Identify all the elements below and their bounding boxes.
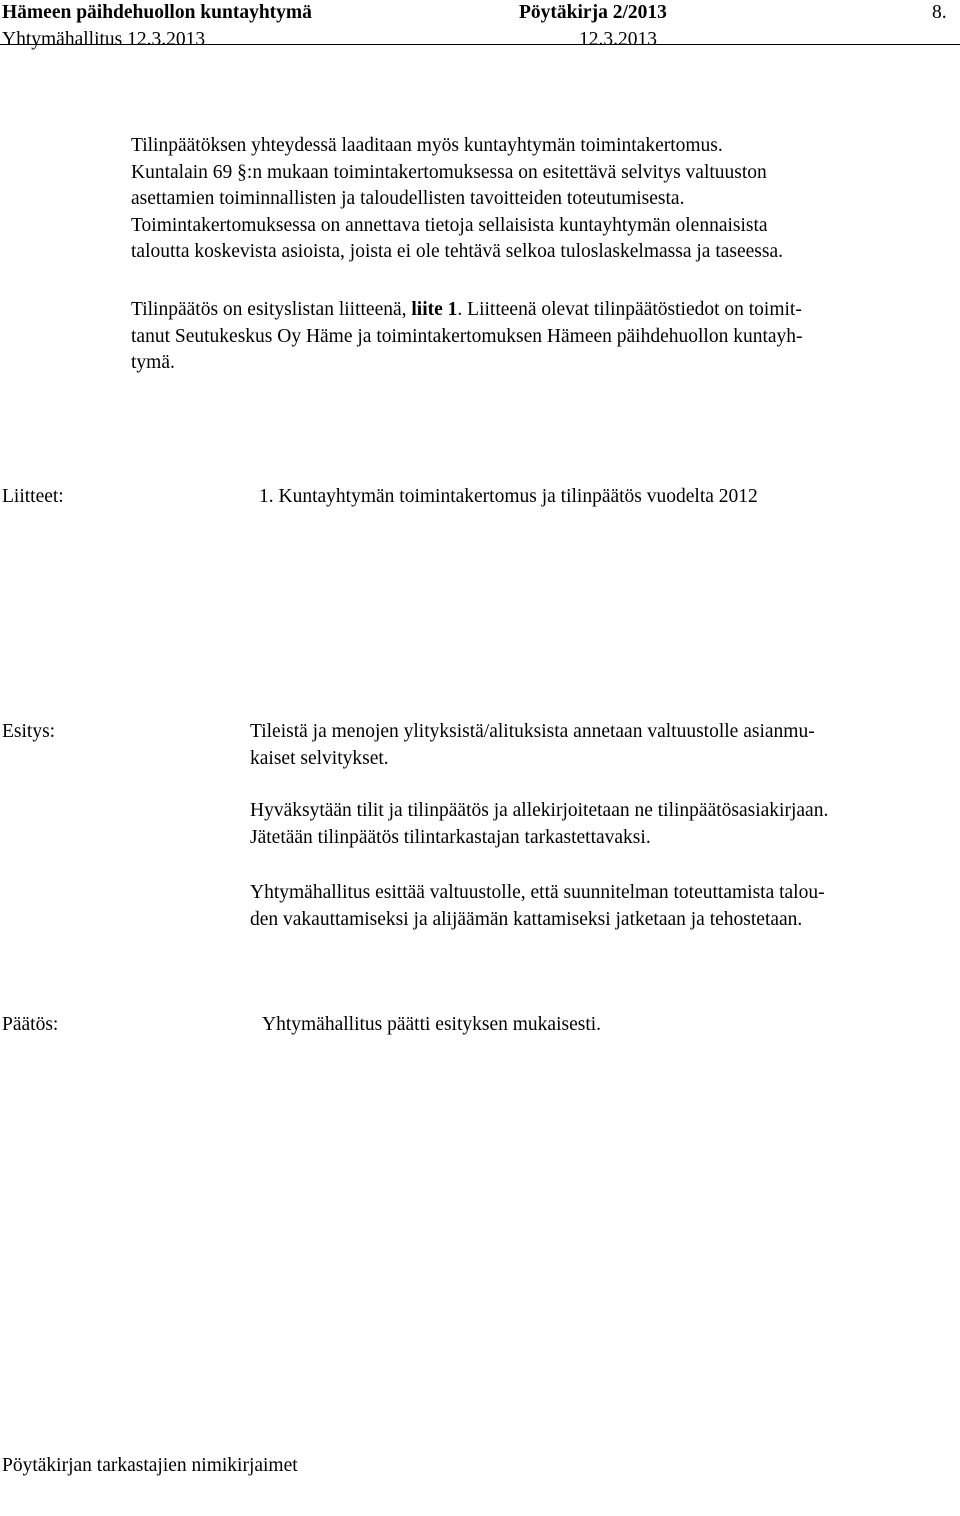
- header-board: Yhtymähallitus 12.3.2013: [2, 29, 206, 50]
- decision-text: Yhtymähallitus päätti esityksen mukaisesti.: [262, 1014, 602, 1035]
- attachments-label: Liitteet:: [2, 486, 64, 507]
- attachment-paragraph: [131, 297, 803, 377]
- footer-initials-note: Pöytäkirjan tarkastajien nimikirjaimet: [2, 1455, 298, 1476]
- intro-line: asettamien toiminnallisten ja taloudellisten tavoitteiden toteutumisesta.: [131, 188, 685, 209]
- intro-line: Toimintakertomuksessa on annettava tietoja sellaisista kuntayhtymän olennaisista: [131, 214, 768, 236]
- intro-line: Kuntalain 69 §:n mukaan toimintakertomuksessa on esitettävä selvitys valtuuston: [131, 161, 767, 183]
- attachment-reference: liite 1: [411, 299, 458, 320]
- header-rule: [0, 44, 960, 45]
- header-date: 12.3.2013: [579, 29, 657, 50]
- proposal-label: Esitys:: [2, 721, 56, 742]
- attachment-line: Tilinpäätös on esityslistan liitteenä, liite 1. Liitteenä olevat tilinpäätöstiedot on toimit-: [131, 299, 802, 320]
- proposal-paragraph-2: Hyväksytään tilit ja tilinpäätös ja allekirjoitetaan ne tilinpäätösasiakirjaan. Jätetään tilinpäätös tilintarkastajan tarkastettavaksi.: [250, 800, 829, 848]
- header-page-number: 8.: [932, 2, 947, 23]
- attachment-line: tymä.: [131, 352, 175, 373]
- proposal-paragraph-3: Yhtymähallitus esittää valtuustolle, että suunnitelman toteuttamista talou- den vakauttamiseksi ja alijäämän kattamiseksi jatketaan ja tehostetaan.: [250, 882, 825, 930]
- header-org: Hämeen päihdehuollon kuntayhtymä: [2, 2, 312, 23]
- intro-line: taloutta koskevista asioista, joista ei ole tehtävä selkoa tuloslaskelmassa ja taseessa.: [131, 241, 783, 262]
- header-doc: Pöytäkirja 2/2013: [519, 2, 667, 23]
- proposal-paragraph-1: Tileistä ja menojen ylityksistä/alituksista annetaan valtuustolle asianmu- kaiset selvitykset.: [250, 721, 815, 769]
- intro-paragraph: [131, 133, 783, 266]
- decision-label: Päätös:: [2, 1014, 59, 1035]
- intro-line: Tilinpäätöksen yhteydessä laaditaan myös kuntayhtymän toimintakertomus.: [131, 135, 723, 156]
- attachments-item: 1. Kuntayhtymän toimintakertomus ja tilinpäätös vuodelta 2012: [259, 486, 758, 507]
- attachment-line: tanut Seutukeskus Oy Häme ja toimintakertomuksen Hämeen päihdehuollon kuntayh-: [131, 325, 803, 347]
